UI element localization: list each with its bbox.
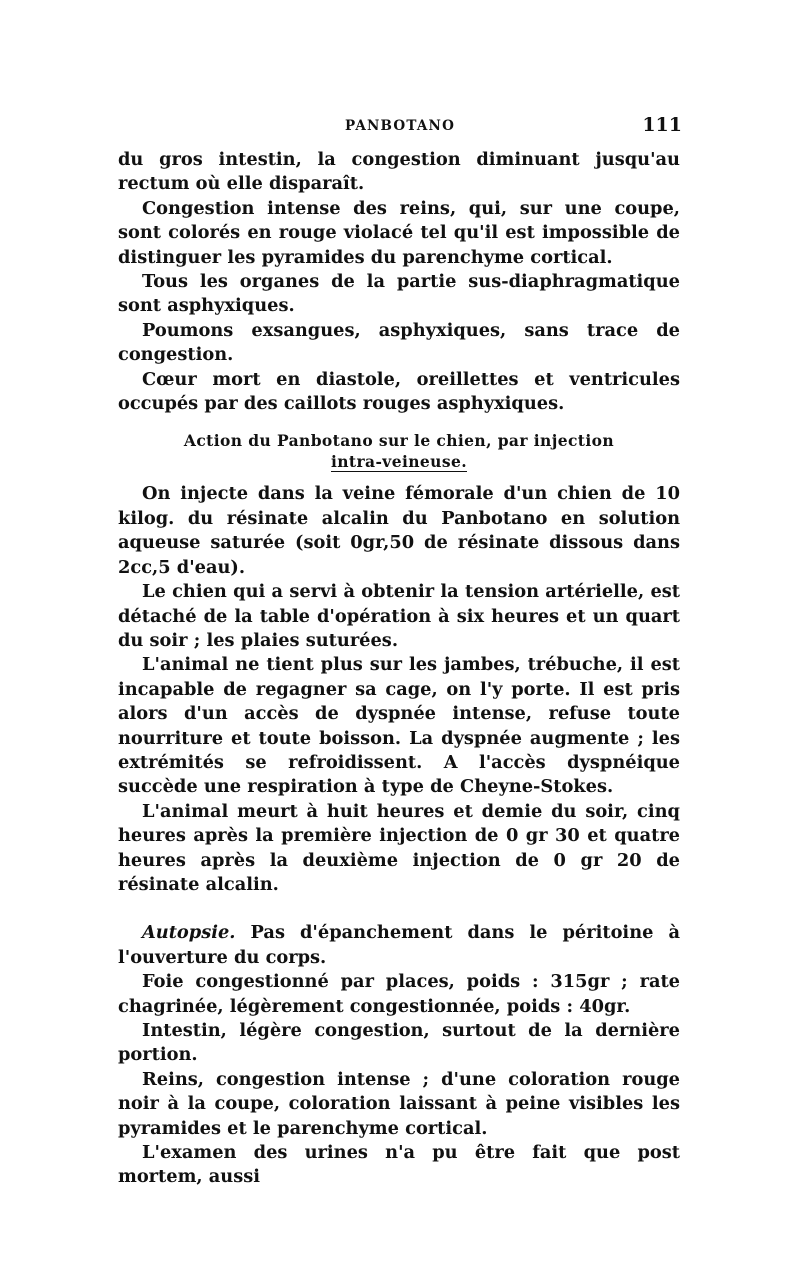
spacer: [118, 897, 680, 921]
paragraph: Foie congestionné par places, poids : 315gr ; rate chagrinée, légèrement congestionnée, poids : 40gr.: [118, 971, 680, 1017]
autopsie-paragraph: [118, 921, 680, 970]
body-text: [118, 148, 680, 1190]
paragraph: Intestin, légère congestion, surtout de la dernière portion.: [118, 1020, 680, 1066]
paragraph: L'animal meurt à huit heures et demie du soir, cinq heures après la première injection de 0 gr 30 et quatre heures après la deuxième injection de 0 gr 20 de résinate alcalin.: [118, 800, 680, 895]
paragraph: Congestion intense des reins, qui, sur une coupe, sont colorés en rouge violacé tel qu'il est impossible de distinguer les pyramides du parenchyme cortical.: [118, 197, 680, 268]
paragraph: L'animal ne tient plus sur les jambes, trébuche, il est incapable de regagner sa cage, on l'y porte. Il est pris alors d'un accès de dyspnée intense, refuse toute nourriture et toute boisson. La dyspnée augmente ; les extrémités se refroidissent. A l'accès dyspnéique succède une respiration à type de Cheyne-Stokes.: [118, 654, 680, 798]
section-heading: [118, 430, 680, 472]
paragraph: Cœur mort en diastole, oreillettes et ventricules occupés par des caillots rouges asphyxiques.: [118, 368, 680, 415]
paragraph: Poumons exsangues, asphyxiques, sans trace de congestion.: [118, 319, 680, 366]
paragraph: L'examen des urines n'a pu être fait que post mortem, aussi: [118, 1142, 680, 1188]
paragraph: Reins, congestion intense ; d'une coloration rouge noir à la coupe, coloration laissant à peine visibles les pyramides et le parenchyme cortical.: [118, 1068, 680, 1139]
running-head: [118, 114, 682, 140]
section-heading-line-2: intra-veineuse.: [330, 452, 468, 472]
autopsie-text: Pas d'épanchement dans le péritoine à l'ouverture du corps.: [118, 922, 680, 968]
paragraph: On injecte dans la veine fémorale d'un chien de 10 kilog. du résinate alcalin du Panbotano en solution aqueuse saturée (soit 0gr,50 de résinate dissous dans 2cc,5 d'eau).: [118, 483, 680, 578]
page-number: 111: [642, 114, 682, 136]
running-title: PANBOTANO: [344, 118, 456, 134]
paragraph: Tous les organes de la partie sus-diaphragmatique sont asphyxiques.: [118, 271, 680, 317]
autopsie-label: Autopsie.: [142, 922, 236, 944]
section-heading-line-1: Action du Panbotano sur le chien, par injection: [183, 431, 615, 451]
paragraph: du gros intestin, la congestion diminuant jusqu'au rectum où elle disparaît.: [118, 149, 680, 195]
paragraph: Le chien qui a servi à obtenir la tension artérielle, est détaché de la table d'opération à six heures et un quart du soir ; les plaies suturées.: [118, 581, 680, 651]
